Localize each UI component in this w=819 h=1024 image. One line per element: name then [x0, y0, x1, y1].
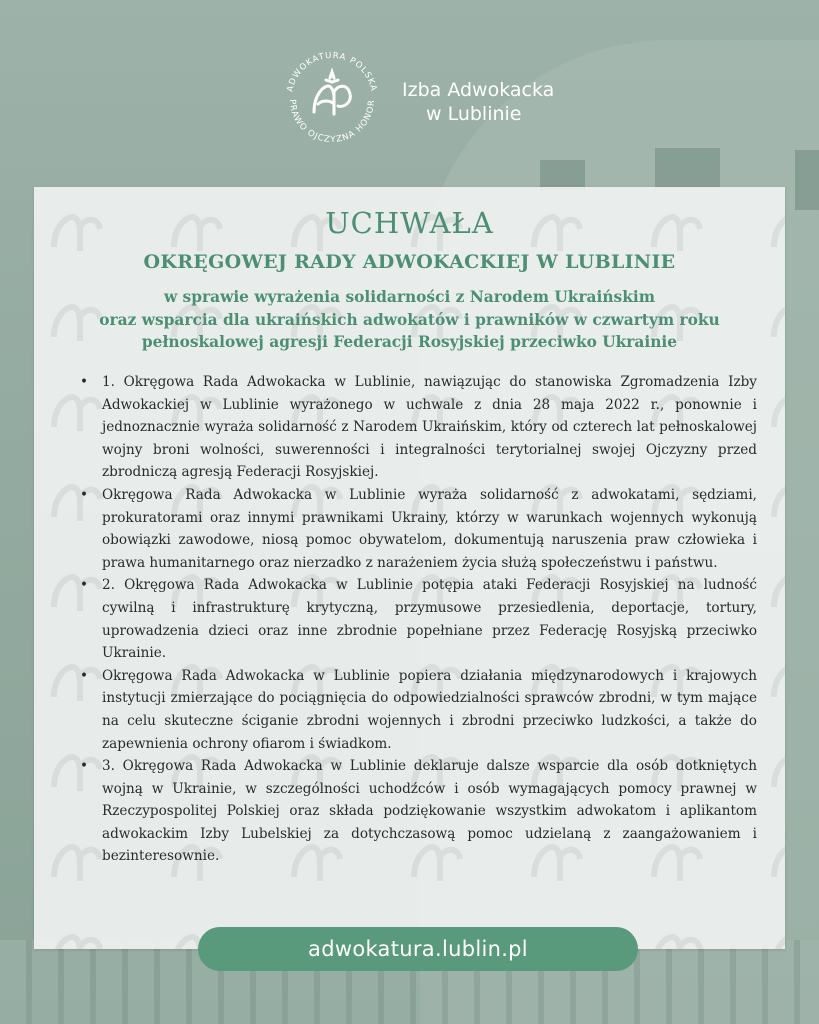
resolution-card [34, 187, 785, 949]
svg-text:PRAWO OJCZYZNA HONOR: PRAWO OJCZYZNA HONOR [286, 98, 378, 146]
bar-association-logo [276, 42, 388, 154]
bullet: • [80, 577, 89, 594]
bullet: • [80, 758, 89, 775]
document-topic [64, 286, 755, 354]
resolution-point [80, 665, 757, 755]
building-window [540, 160, 585, 190]
document-subtitle: OKRĘGOWEJ RADY ADWOKACKIEJ W LUBLINIE [143, 251, 676, 273]
bullet: • [80, 374, 89, 390]
resolution-point [80, 484, 757, 574]
point-text: 1. Okręgowa Rada Adwokacka w Lublinie, nawiązując do stanowiska Zgromadzenia Izby Adwokackiej w Lublinie wyrażonego w uchwale z dnia 28 maja 2022 r., ponownie i jednoznacznie wyraża solidarność z Narodem Ukraińskim, który od czterech lat pełnoskalowej wojny broni wolności, suwerenności i integralności terytorialnej swojej Ojczyzny przed zbrodniczą agresją Federacji Rosyjskiej. [102, 374, 757, 481]
resolution-point [80, 574, 757, 664]
building-window [795, 150, 819, 210]
point-text: Okręgowa Rada Adwokacka w Lublinie popiera działania międzynarodowych i krajowych instytucji zmierzające do pociągnięcia do odpowiedzialności sprawców zbrodni, w tym mające na celu skuteczne ściganie zbrodni wojennych i zbrodni przeciwko ludzkości, a także do zapewnienia ochrony ofiarom i świadkom. [102, 667, 757, 752]
bullet: • [80, 667, 89, 684]
svg-text:ADWOKATURA POLSKA: ADWOKATURA POLSKA [285, 50, 379, 93]
topic-line: w sprawie wyrażenia solidarności z Narodem Ukraińskim [163, 288, 656, 306]
brand-name [402, 78, 554, 126]
topic-line: pełnoskalowej agresji Federacji Rosyjskiej przeciwko Ukrainie [141, 333, 678, 351]
point-text: 2. Okręgowa Rada Adwokacka w Lublinie potępia ataki Federacji Rosyjskiej na ludność cywilną i infrastrukturę krytyczną, przymusowe przesiedlenia, deportacje, tortury, uprowadzenia dzieci oraz inne zbrodnie popełniane przez Federację Rosyjską przeciwko Ukrainie. [102, 577, 757, 662]
website-url-badge[interactable]: adwokatura.lublin.pl [198, 927, 638, 971]
document-title: UCHWAŁA [325, 206, 494, 240]
building-window [655, 148, 720, 188]
bullet: • [80, 486, 89, 503]
resolution-point [80, 755, 757, 868]
brand-line-2: w Lublinie [426, 103, 522, 125]
topic-line: oraz wsparcia dla ukraińskich adwokatów i prawników w czwartym roku [99, 310, 720, 329]
resolution-points [80, 371, 757, 868]
point-text: Okręgowa Rada Adwokacka w Lublinie wyraża solidarność z adwokatami, sędziami, prokuratorami oraz innymi prawnikami Ukrainy, którzy w warunkach wojennych wykonują obowiązki zawodowe, niosą pomoc obywatelom, dokumentują naruszenia praw człowieka i prawa humanitarnego oraz nierzadko z narażeniem życia służą społeczeństwu i państwu. [102, 486, 757, 571]
brand-line-1: Izba Adwokacka [402, 79, 555, 101]
resolution-point [80, 371, 757, 484]
point-text: 3. Okręgowa Rada Adwokacka w Lublinie deklaruje dalsze wsparcie dla osób dotkniętych wojną w Ukrainie, w szczególności uchodźców i osób wymagających pomocy prawnej w Rzeczypospolitej Polskiej oraz składa podziękowanie wszystkim adwokatom i aplikantom adwokackim Izby Lubelskiej za dotychczasową pomoc udzielaną z zaangażowaniem i bezinteresownie. [102, 758, 757, 865]
